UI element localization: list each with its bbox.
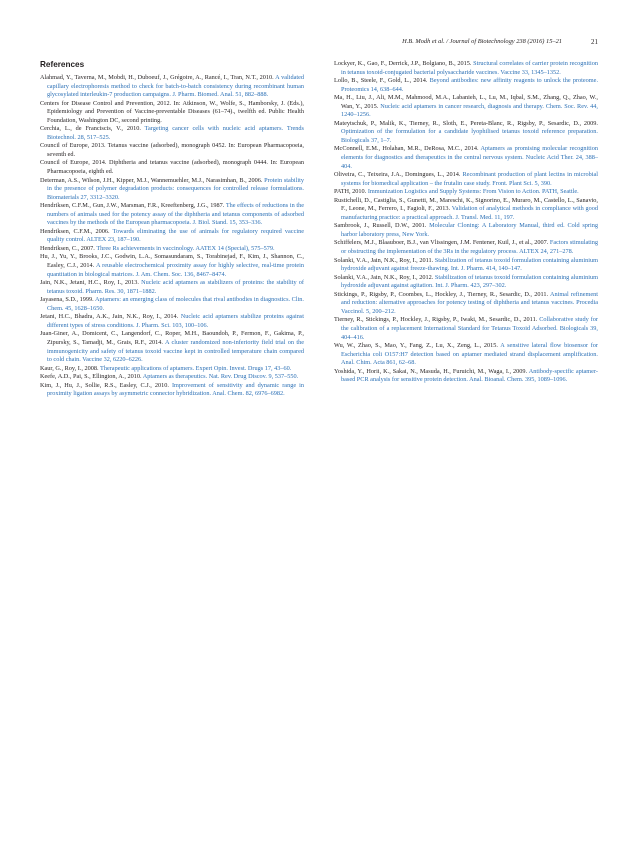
left-column [40,60,304,399]
reference-item [334,342,598,368]
reference-authors: Determan, A.S., Wilson, J.H., Kipper, M.J., Wannemuehler, M.J., Narasimhan, B., 2006. [40,176,265,184]
reference-title-link[interactable]: Therapeutic applications of aptamers. Expert Opin. Invest. Drugs 17, 43–60. [100,364,292,372]
reference-item [40,177,304,203]
reference-title-link[interactable]: A validated capillary electrophoresis method to check for batch-to-batch consistency during recombinant human glycosylated interleukin-7 production campaigns. J. Pharm. Biomed. Anal. 51, 882–888. [47,74,305,99]
reference-title-link[interactable]: Nucleic acid aptamers as stabilizers of proteins: the stability of tetanus toxoid. Pharm. Res. 30, 1871–1882. [47,279,304,295]
reference-item [334,368,598,385]
reference-authors: Wu, W., Zhao, S., Mao, Y., Fang, Z., Lu, X., Zeng, L., 2015. [334,342,501,350]
reference-item [40,296,304,313]
reference-authors: Juan-Giner, A., Domicent, C., Langendorf, C., Roper, M.H., Baoundoh, P., Fermon, F., Gakima, P., Zipursky, S., Tamadji, M., Grais, R.F., 2014. [40,330,304,346]
reference-title-link[interactable]: Improvement of sensitivity and dynamic range in proximity ligation assays by asymmetric connector hybridization. Anal. Chem. 82, 6976–6982. [47,381,304,398]
reference-authors: Tierney, R., Stickings, P., Hockley, J., Rigsby, P., Iwaki, M., Sesardic, D., 2011. [334,316,540,324]
reference-item [334,316,598,342]
reference-title-link[interactable]: A sensitive lateral flow biosensor for Escherichia coli O157:H7 detection based on aptamer mediated strand displacement amplification. Anal. Chim. Acta 861, 62–68. [341,342,599,367]
reference-authors: Oliveira, C., Teixeira, J.A., Domingues, L., 2014. [334,171,463,179]
reference-title-link[interactable]: Protein stability in the presence of polymer degradation products: consequences for controlled release formulations. Biomaterials 27, 3312–3320. [47,176,304,201]
reference-title-link[interactable]: Aptamers as therapeutics. Nat. Rev. Drug Discov. 9, 537–550. [142,373,299,381]
running-header [40,38,598,50]
reference-item [334,239,598,256]
reference-item [40,228,304,245]
reference-authors: Rustichelli, D., Castiglia, S., Gunetti, M., Mareschi, K., Signorino, E., Muraro, M., Castello, L., Sanavio, F., Leone, M., Ferrero, I., Fagioli, F., 2013. [334,196,598,213]
reference-authors: McConnell, E.M., Holahan, M.R., DeRosa, M.C., 2014. [334,145,481,153]
reference-authors: Sambrook, J., Russell, D.W., 2001. [334,222,430,230]
reference-title-link[interactable]: Aptamers as promising molecular recognition elements for diagnostics and therapeutics in the central nervous system. Nucleic Acid Ther. 24, 388–404. [341,145,598,170]
reference-authors: Lockyer, K., Gao, F., Derrick, J.P., Bolgiano, B., 2015. [334,60,474,67]
reference-title-link[interactable]: Nucleic acid aptamers stabilize proteins against different types of stress conditions. J. Pharm. Sci. 103, 100–106. [47,313,304,329]
reference-list-right [334,60,598,385]
reference-authors: Jain, N.K., Jetani, H.C., Roy, I., 2013. [40,279,142,287]
reference-item [40,373,304,382]
reference-item [40,279,304,296]
reference-authors: Kaur, G., Roy, I., 2008. [40,364,100,372]
reference-item [40,330,304,364]
reference-item [40,382,304,399]
reference-authors: Lollo, B., Steele, F., Gold, L., 2014. [334,77,430,85]
reference-title-link[interactable]: Optimization of the formulation for a candidate lyophilised tetanus toxoid reference preparation. Biologicals 37, 1–7. [341,128,598,144]
reference-item [334,60,598,77]
reference-title-link[interactable]: Aptamers: an emerging class of molecules that rival antibodies in diagnostics. Clin. Chem. 45, 1628–1650. [47,296,304,312]
reference-authors: Yoshida, Y., Horii, K., Sakai, N., Masuda, H., Furuichi, M., Waga, I., 2009. [334,367,529,375]
reference-authors: PATH, 2010. [334,188,368,196]
reference-title-link[interactable]: Towards eliminating the use of animals for regulatory required vaccine quality control. ALTEX 23, 187–190. [47,227,304,244]
reference-item [334,188,598,197]
reference-item [40,100,304,126]
reference-item [40,245,304,254]
reference-item [40,125,304,142]
reference-authors: Kim, J., Hu, J., Sollie, R.S., Easley, C.J., 2010. [40,381,172,389]
reference-item [40,202,304,228]
reference-title-link[interactable]: Immunization Logistics and Supply Systems: From Vision to Action. PATH, Seattle. [367,188,579,196]
reference-authors: Council of Europe, 2014. Diphtheria and tetanus vaccine (adsorbed), monograph 0444. In: European Pharmacopoeia, eighth ed. [40,159,304,176]
reference-title-link[interactable]: A cluster randomized non-inferiority field trial on the immunogenicity and safety of tetanus toxoid vaccine kept in controlled temperature chain compared to cold chain. Vaccine 32, 6220–6226. [47,338,304,364]
reference-title-link[interactable]: Recombinant production of plant lectins in microbial systems for biomedical application – the frutalin case study. Front. Plant Sci. 5, 390. [341,171,598,187]
reference-list-left [40,74,304,399]
reference-authors: Hu, J., Yu, Y., Brooks, J.C., Godwin, L.A., Somasundaram, S., Torabinejad, F., Kim, J., Shannon, C., Easley, C.J., 2014. [40,253,304,270]
reference-authors: Centers for Disease Control and Prevention, 2012. In: Atkinson, W., Wolfe, S., Hamborsky, J. (Eds.), Epidemiology and Prevention of Vaccine-preventable Diseases (61–74)., twelfth ed. Public Health Foundation, Washington DC, second printing. [40,99,304,124]
reference-authors: Jayasena, S.D., 1999. [40,296,95,304]
reference-title-link[interactable]: Three Rs achievements in vaccinology. AATEX 14 (Special), 575–579. [96,244,275,252]
page-number: 21 [591,38,598,46]
reference-item [334,274,598,291]
reference-authors: Jetani, H.C., Bhadra, A.K., Jain, N.K., Roy, I., 2014. [40,313,181,321]
reference-authors: Hendriksen, C.F.M., 2006. [40,227,113,235]
reference-authors: Ma, H., Liu, J., Ali, M.M., Mahmood, M.A., Labanieh, L., Lu, M., Iqbal, S.M., Zhang, Q., Zhao, W., Wan, Y., 2015. [334,94,598,110]
reference-item [40,253,304,279]
reference-item [334,171,598,188]
right-column [334,60,598,385]
reference-authors: Cerchia, L., de Franciscis, V., 2010. [40,125,145,133]
reference-title-link[interactable]: Collaborative study for the calibration of a replacement International Standard for Tetanus Toxoid Adsorbed. Biologicals 39, 404–416. [341,316,598,341]
reference-item [334,77,598,94]
references-heading: References [40,60,85,69]
reference-authors: Hendriksen, C.F.M., Gun, J.W., Marsman, F.R., Kreeftenberg, J.G., 1987. [40,202,226,210]
journal-citation: H.B. Modh et al. / Journal of Biotechnology 238 (2016) 15–21 [402,38,562,45]
reference-title-link[interactable]: Animal refinement and reduction: alternative approaches for potency testing of diphtheria and tetanus vaccines. Procedia Vaccinol. 5, 200–212. [341,290,598,315]
reference-title-link[interactable]: The effects of reductions in the numbers of animals used for the potency assay of the diphtheria and tetanus components of adsorbed vaccines by the methods of the European pharmacopoeia. J. Biol. Stand. 15, 353–336. [47,202,305,227]
reference-title-link[interactable]: Nucleic acid aptamers in cancer research, diagnosis and therapy. Chem. Soc. Rev. 44, 1240–1256. [341,102,598,119]
reference-title-link[interactable]: Molecular Cloning: A Laboratory Manual, third ed. Cold spring harbor laboratory press, New York. [341,222,598,238]
reference-title-link[interactable]: Validation of analytical methods in compliance with good manufacturing practice: a practical approach. J. Transl. Med. 11, 197. [341,205,598,221]
reference-item [334,222,598,239]
reference-item [334,145,598,171]
reference-title-link[interactable]: Targeting cancer cells with nucleic acid aptamers. Trends Biotechnol. 28, 517–525. [47,125,304,141]
reference-item [40,313,304,330]
reference-item [334,291,598,317]
reference-title-link[interactable]: Antibody-specific aptamer-based PCR analysis for sensitive protein detection. Anal. Bioanal. Chem. 395, 1089–1096. [341,367,598,384]
reference-title-link[interactable]: Factors stimulating or obstructing the implementation of the 3Rs in the regulatory process. ALTEX 24, 271–278. [341,239,598,256]
reference-item [334,94,598,120]
reference-item [40,142,304,159]
reference-title-link[interactable]: Stabilization of tetanus toxoid formulation containing aluminium hydroxide adjuvant against agitation. Int. J. Pharm. 423, 297–302. [341,273,598,290]
reference-title-link[interactable]: Stabilization of tetanus toxoid formulation containing aluminium hydroxide adjuvant against freeze-thawing. Int. J. Pharm. 414, 140–147. [341,256,598,273]
reference-item [334,197,598,223]
reference-authors: Stickings, P., Rigsby, P., Coombes, L., Hockley, J., Tierney, R., Sesardic, D., 2011. [334,290,550,298]
reference-item [40,365,304,374]
reference-item [40,159,304,176]
reference-authors: Hendriksen, C., 2007. [40,244,97,252]
reference-title-link[interactable]: A reusable electrochemical proximity assay for highly selective, real-time protein quantitation in biological matrices. J. Am. Chem. Soc. 136, 8467–8474. [47,262,304,278]
reference-title-link[interactable]: Beyond antibodies: new affinity reagents to unlock the proteome. Proteomics 14, 638–644. [341,77,599,93]
reference-authors: Alahmad, Y., Taverna, M., Mobdi, H., Duboeuf, J., Grégoire, A., Rancé, I., Tran, N.T., 2010. [40,74,276,81]
reference-item [334,120,598,146]
reference-authors: Solanki, V.A., Jain, N.K., Roy, I., 2011. [334,256,435,264]
reference-authors: Council of Europe, 2013. Tetanus vaccine (adsorbed), monograph 0452. In: European Pharmacopoeia, seventh ed. [40,142,304,158]
reference-authors: Mateytschuk, P., Malik, K., Tierney, R., Sloth, E., Pereta-Blanc, R., Rigsby, P., Sesardic, D., 2009. [334,119,598,127]
reference-authors: Keefe, A.D., Pai, S., Ellington, A., 2010. [40,373,143,381]
reference-title-link[interactable]: Structural correlates of carrier protein recognition in tetanus toxoid-conjugated bacterial polysaccharide vaccines. Vaccine 33, 1345–1352. [341,60,599,76]
reference-item [334,257,598,274]
reference-authors: Solanki, V.A., Jain, N.K., Roy, I., 2012. [334,273,435,281]
reference-authors: Schiffelers, M.J., Blaauboer, B.J., van Vlissingen, J.M. Fentener, Kuil, J., et al., 2007. [334,239,550,247]
reference-item [40,74,304,100]
